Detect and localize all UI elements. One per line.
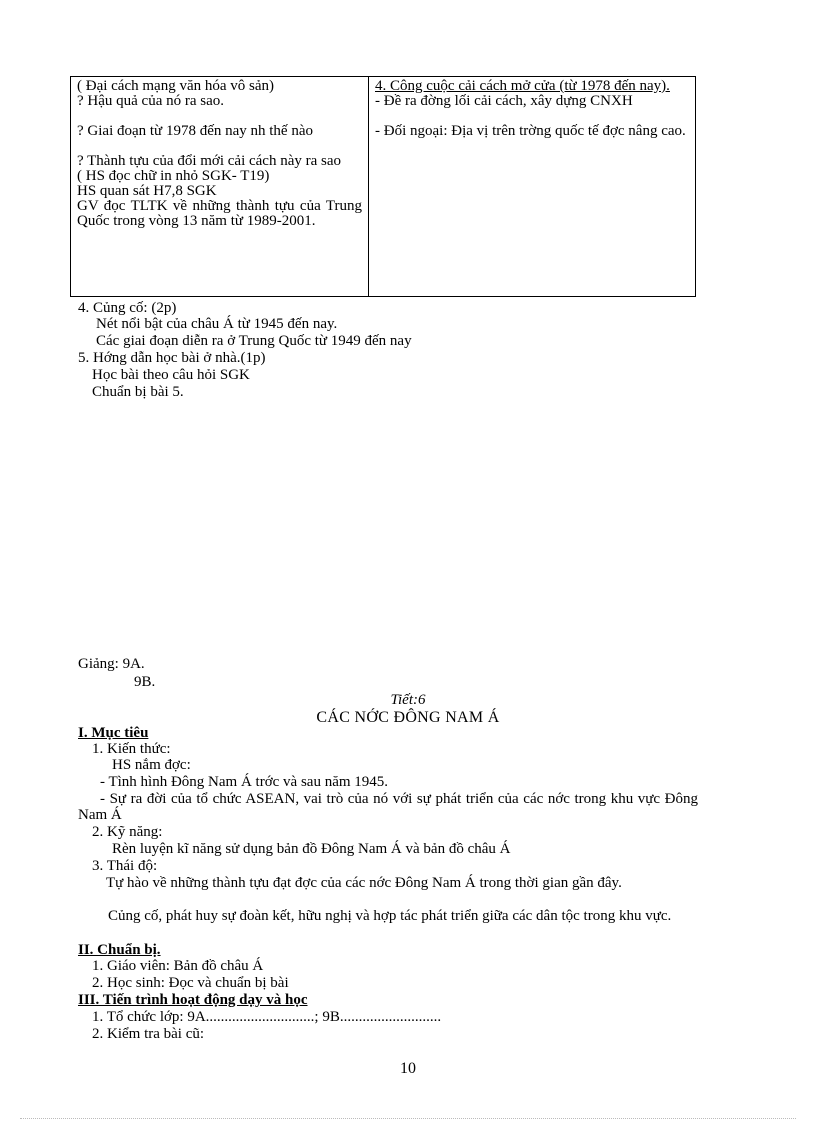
homework-item: Học bài theo câu hỏi SGK <box>92 367 250 383</box>
attitude-item: Củng cố, phát huy sự đoàn kết, hữu nghị và hợp tác phát triển giữa các dân tộc trong khu vực. <box>108 908 672 924</box>
review-heading: 4. Củng cố: (2p) <box>78 300 177 316</box>
homework-item: Chuẩn bị bài 5. <box>92 384 184 400</box>
lesson-title: CÁC NỚC ĐÔNG NAM Á <box>316 709 500 726</box>
prep-item: 1. Giáo viên: Bản đồ châu Á <box>92 958 264 974</box>
table-left-line: GV đọc TLTK về những thành tựu của Trung Quốc trong vòng 13 năm từ 1989-2001. <box>77 198 362 229</box>
table-left-line: ( HS đọc chữ in nhỏ SGK- T19) <box>77 168 270 184</box>
skills-item: Rèn luyện kĩ năng sử dụng bản đồ Đông Nam Á và bản đồ châu Á <box>112 841 511 857</box>
table-left-line: ? Thành tựu của đổi mới cải cách này ra sao <box>77 153 342 169</box>
skills-heading: 2. Kỹ năng: <box>92 824 163 840</box>
homework-heading: 5. Hớng dẫn học bài ở nhà.(1p) <box>78 350 266 366</box>
process-item: 2. Kiểm tra bài cũ: <box>92 1026 205 1042</box>
prep-heading-text: II. Chuẩn bị. <box>78 942 161 958</box>
prep-item: 2. Học sinh: Đọc và chuẩn bị bài <box>92 975 289 991</box>
prep-heading <box>78 942 161 958</box>
table-left-line: ? Giai đoạn từ 1978 đến nay nh thế nào <box>77 123 313 139</box>
table-right-line: - Đối ngoại: Địa vị trên trờng quốc tế đợc nâng cao. <box>375 123 686 139</box>
page-bottom-border <box>20 1118 796 1119</box>
process-heading-text: III. Tiến trình hoạt động dạy và học <box>78 992 308 1008</box>
table-left-line: ( Đại cách mạng văn hóa vô sản) <box>77 78 275 94</box>
table-right-heading: 4. Công cuộc cải cách mở cửa (từ 1978 đến nay). <box>375 78 670 94</box>
objectives-heading: I. Mục tiêu <box>78 725 149 741</box>
knowledge-item: - Sự ra đời của tổ chức ASEAN, vai trò của nó với sự phát triển của các nớc trong khu vực Đông Nam Á <box>78 791 698 823</box>
attitude-heading: 3. Thái độ: <box>92 858 158 874</box>
knowledge-item: - Tình hình Đông Nam Á trớc và sau năm 1945. <box>100 774 389 790</box>
table-right-line: - Đề ra đờng lối cải cách, xây dựng CNXH <box>375 93 633 109</box>
teaching-date-label: Giảng: 9A. <box>78 656 145 672</box>
period-label: Tiết:6 <box>390 692 426 708</box>
attitude-item: Tự hào về những thành tựu đạt đợc của các nớc Đông Nam Á trong thời gian gần đây. <box>106 875 622 891</box>
review-item: Các giai đoạn diễn ra ở Trung Quốc từ 1949 đến nay <box>96 333 412 349</box>
process-item: 1. Tổ chức lớp: 9A.............................; 9B........................... <box>92 1009 442 1025</box>
page-number: 10 <box>400 1060 416 1077</box>
process-heading <box>78 992 308 1008</box>
teaching-date-class-b: 9B. <box>134 674 156 690</box>
table-right-column <box>369 77 695 296</box>
table-left-line: ? Hậu quả của nó ra sao. <box>77 93 225 109</box>
table-left-column <box>71 77 369 296</box>
lesson-table <box>70 76 696 297</box>
knowledge-heading: 1. Kiến thức: <box>92 741 171 757</box>
table-left-line: HS quan sát H7,8 SGK <box>77 183 217 199</box>
review-item: Nét nổi bật của châu Á từ 1945 đến nay. <box>96 316 338 332</box>
knowledge-intro: HS nắm đợc: <box>112 757 191 773</box>
